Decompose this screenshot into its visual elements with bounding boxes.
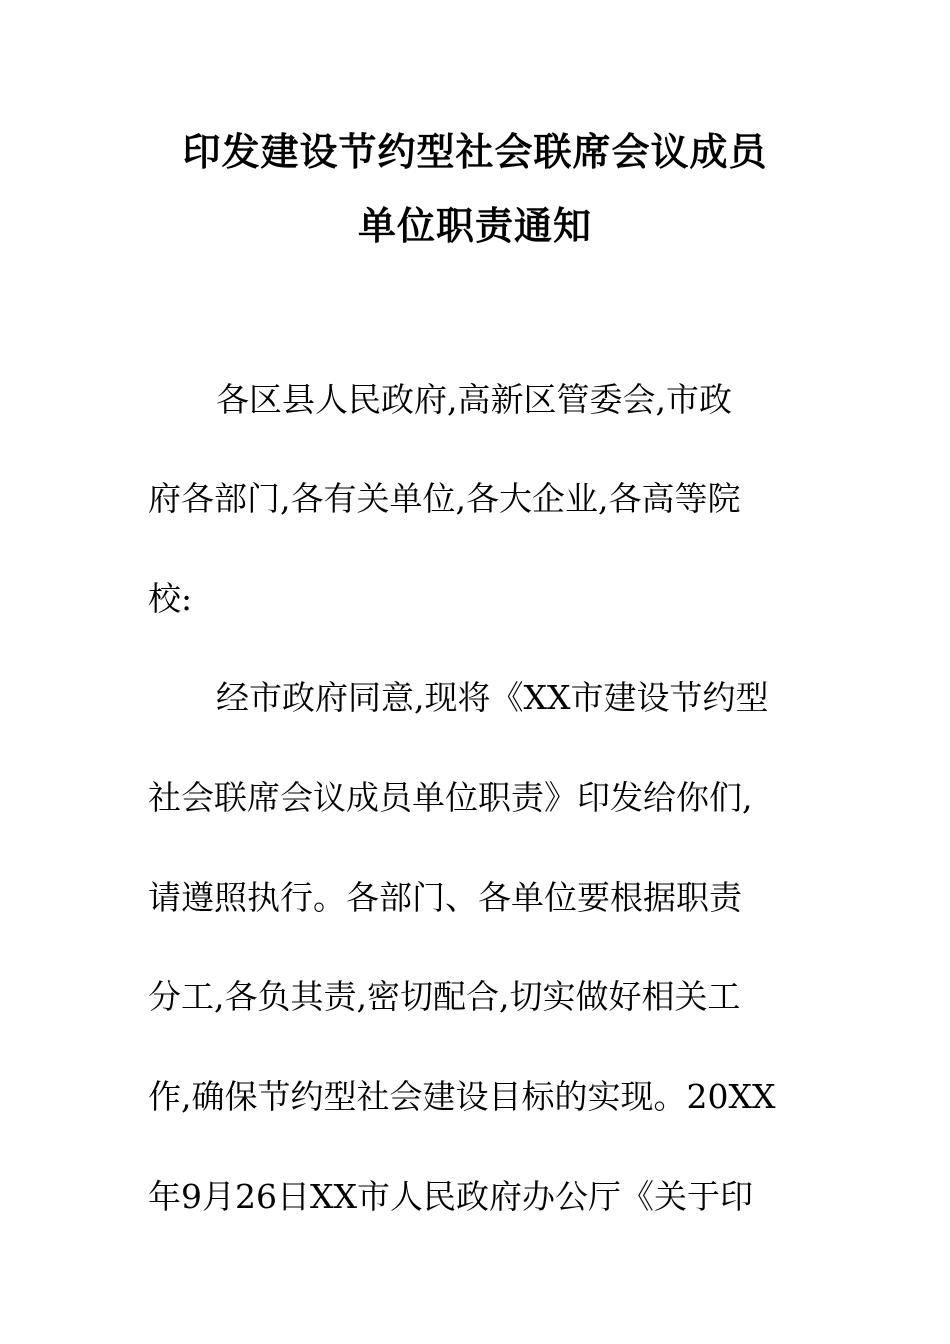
document-title-line-1: 印发建设节约型社会联席会议成员 [182, 130, 768, 174]
paragraph-2-line-5: 作,确保节约型社会建设目标的实现。20XX [148, 1077, 776, 1116]
paragraph-2-line-6: 年9月26日XX市人民政府办公厅《关于印 [148, 1177, 753, 1216]
paragraph-2-line-3: 请遵照执行。各部门、各单位要根据职责 [148, 878, 742, 917]
paragraph-2-line-4: 分工,各负其责,密切配合,切实做好相关工 [148, 977, 741, 1016]
document-title-line-2: 单位职责通知 [357, 204, 592, 248]
paragraph-1-line-3: 校: [148, 579, 193, 618]
paragraph-1-line-2: 府各部门,各有关单位,各大企业,各高等院 [148, 479, 741, 518]
paragraph-2-line-1: 经市政府同意,现将《XX市建设节约型 [216, 678, 769, 717]
paragraph-1-line-1: 各区县人民政府,高新区管委会,市政 [216, 380, 732, 419]
paragraph-2-line-2: 社会联席会议成员单位职责》印发给你们, [148, 778, 753, 817]
